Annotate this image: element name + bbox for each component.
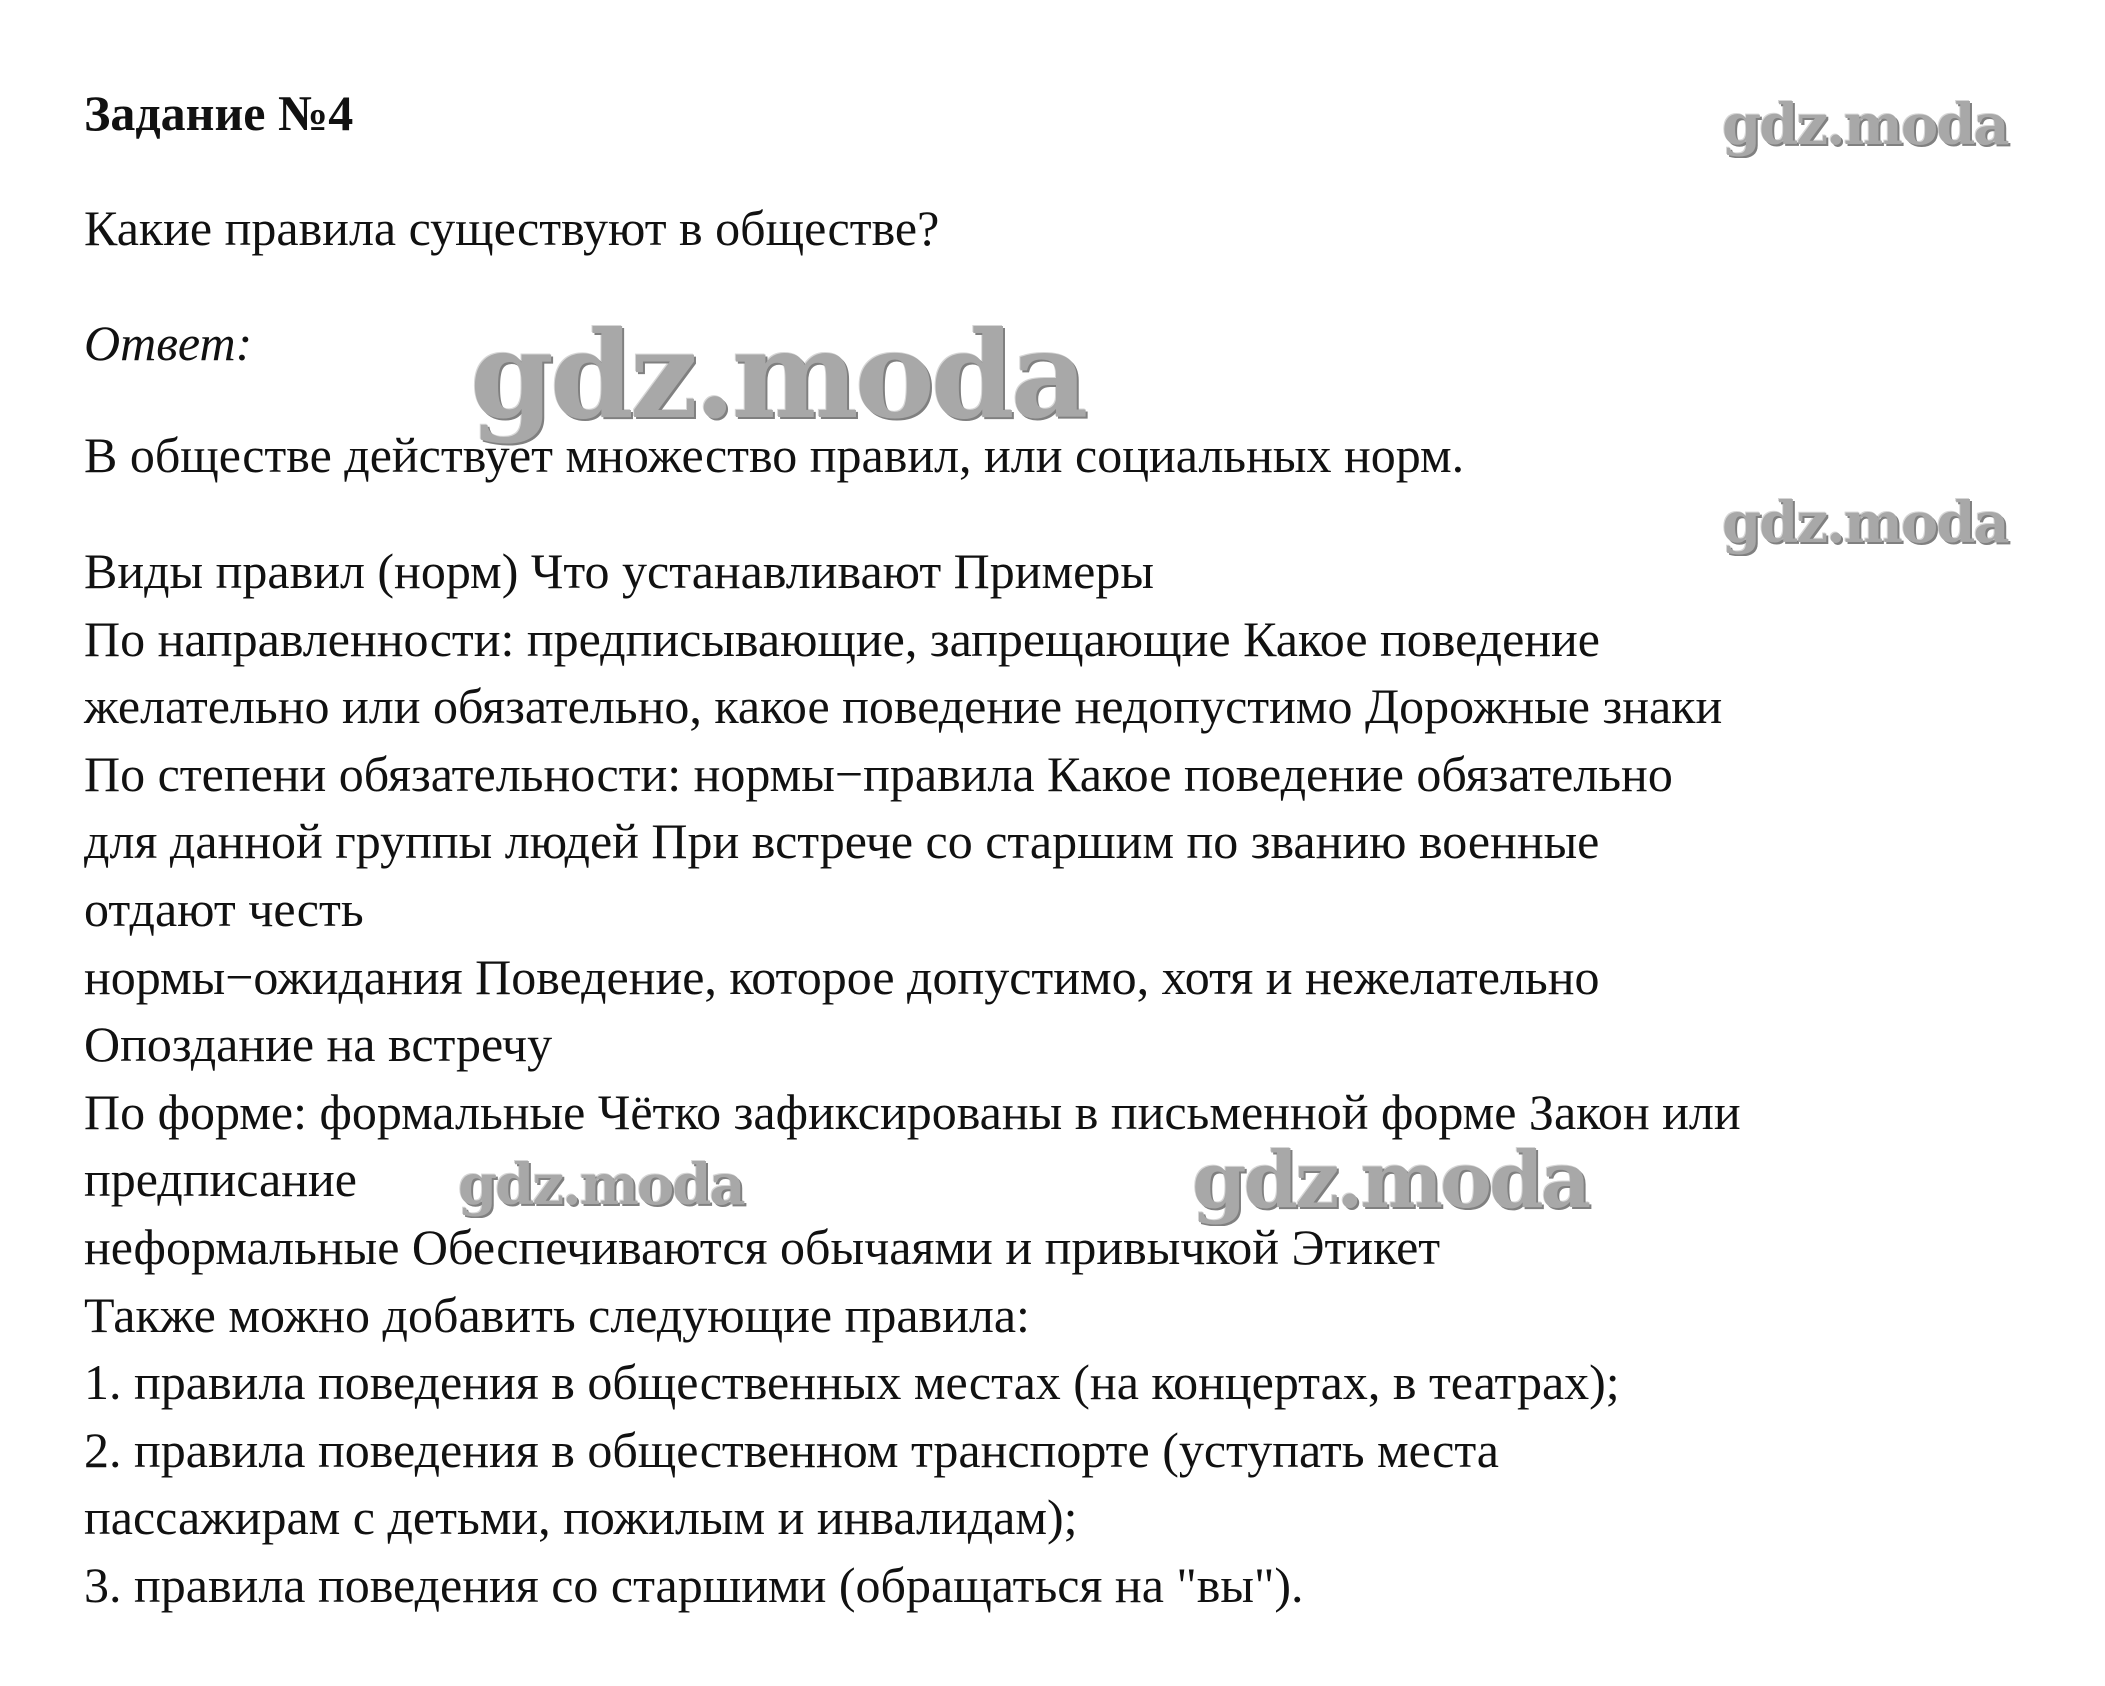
answer-body — [84, 538, 2084, 1620]
question-text: Какие правила существуют в обществе? — [84, 200, 940, 256]
answer-line: желательно или обязательно, какое поведение недопустимо Дорожные знаки — [84, 678, 1723, 735]
answer-line: отдают честь — [84, 880, 364, 937]
answer-line: 3. правила поведения со старшими (обращаться на "вы"). — [84, 1556, 1304, 1613]
answer-line: предписание — [84, 1151, 357, 1208]
answer-line: для данной группы людей При встрече со старшим по званию военные — [84, 813, 1600, 870]
answer-line: По форме: формальные Чётко зафиксированы в письменной форме Закон или — [84, 1083, 1741, 1140]
watermark: gdz.moda — [458, 1152, 744, 1218]
task-heading: Задание №4 — [84, 85, 354, 141]
answer-line: 2. правила поведения в общественном транспорте (уступать места — [84, 1421, 1499, 1478]
answer-line: По степени обязательности: нормы−правила Какое поведение обязательно — [84, 745, 1673, 802]
answer-label: Ответ: — [84, 315, 253, 371]
answer-intro: В обществе действует множество правил, или социальных норм. — [84, 427, 1465, 483]
answer-line: По направленности: предписывающие, запрещающие Какое поведение — [84, 610, 1600, 667]
watermark: gdz.moda — [470, 305, 1085, 446]
watermark: gdz.moda — [1722, 92, 2008, 158]
watermark: gdz.moda — [1722, 490, 2008, 556]
answer-line: Также можно добавить следующие правила: — [84, 1286, 1030, 1343]
answer-line: неформальные Обеспечиваются обычаями и привычкой Этикет — [84, 1218, 1441, 1275]
answer-line: 1. правила поведения в общественных местах (на концертах, в театрах); — [84, 1354, 1620, 1411]
answer-line: нормы−ожидания Поведение, которое допустимо, хотя и нежелательно — [84, 948, 1600, 1005]
answer-line: Опоздание на встречу — [84, 1016, 553, 1073]
answer-line: пассажирам с детьми, пожилым и инвалидам); — [84, 1489, 1078, 1546]
watermark: gdz.moda — [1192, 1135, 1589, 1226]
answer-line: Виды правил (норм) Что устанавливают Примеры — [84, 543, 1154, 599]
